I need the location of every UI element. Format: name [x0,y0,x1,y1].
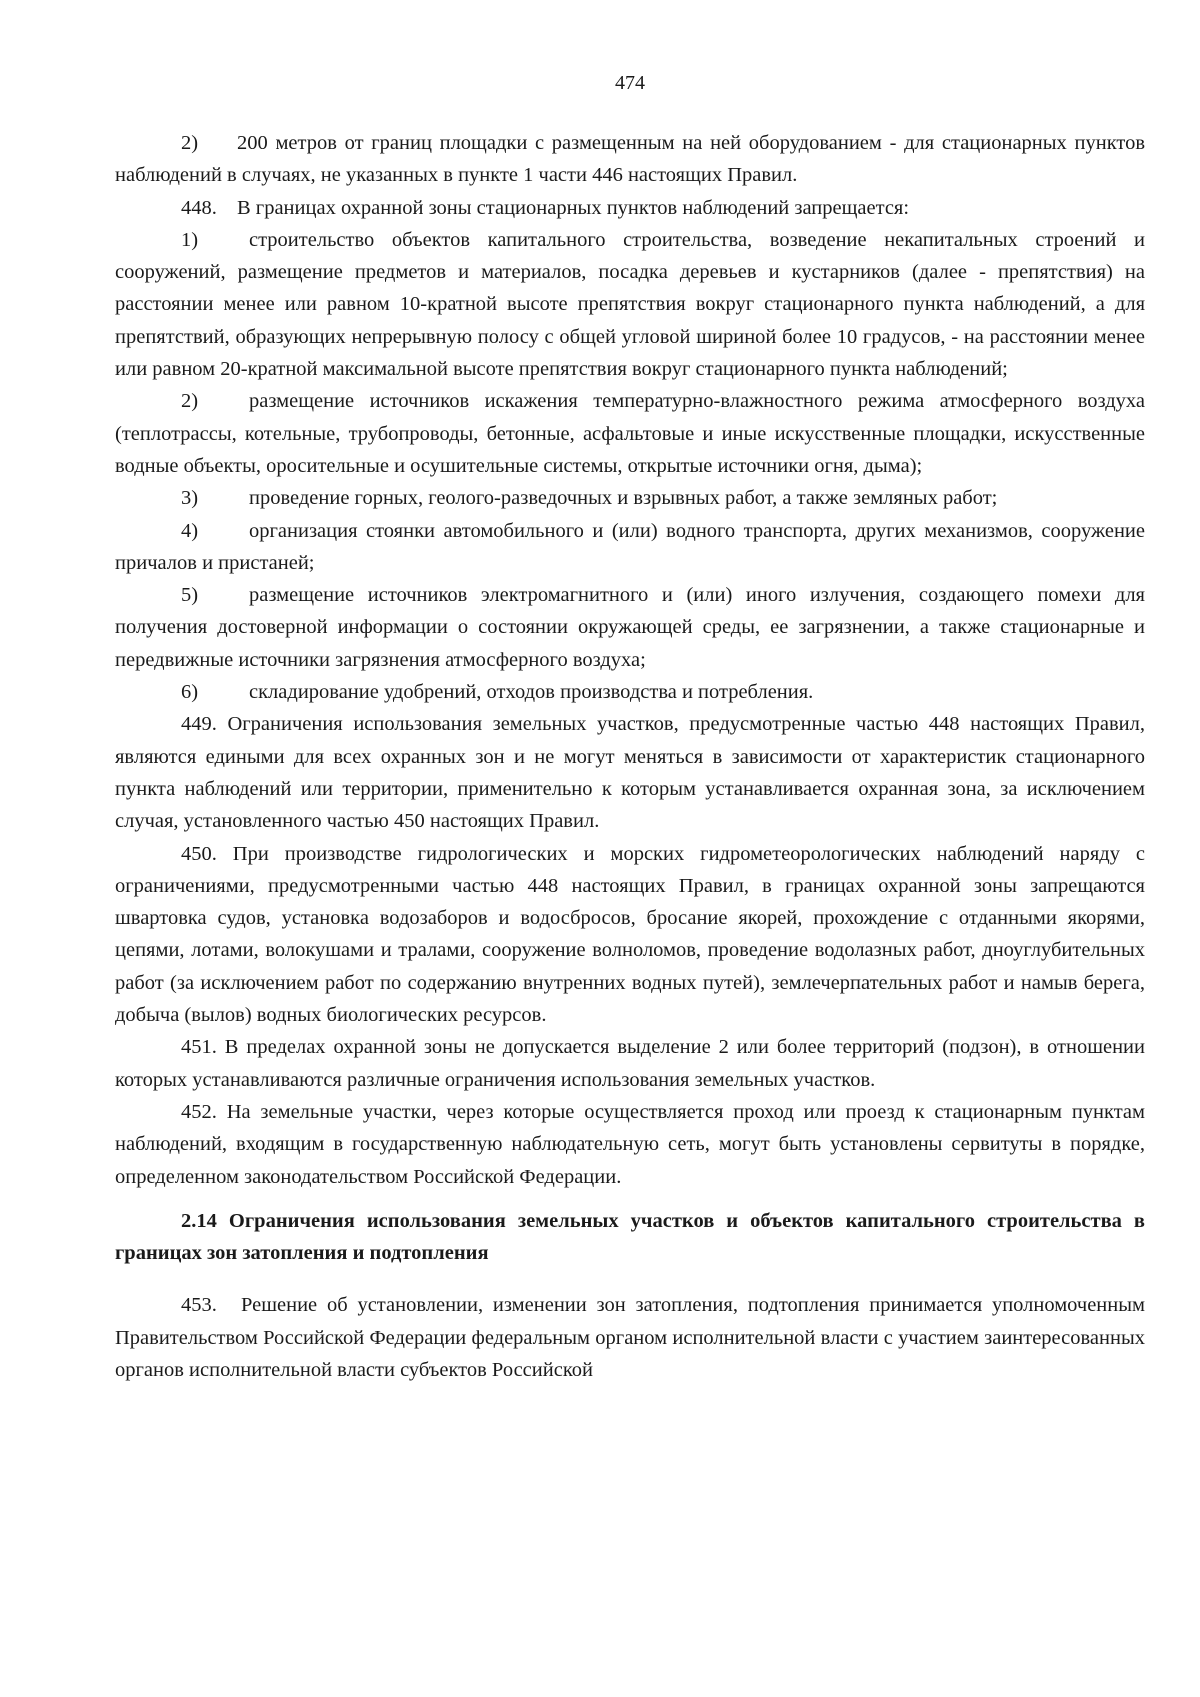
paragraph-451: 451. В пределах охранной зоны не допускается выделение 2 или более территорий (подзон), в отношении которых устанавливаются различные ограничения использования земельных участков. [115,1036,1145,1091]
section-heading: 2.14 Ограничения использования земельных участков и объектов капитального строительства в границах зон затопления и подтопления [115,1209,1145,1265]
list-number: 4) [181,519,199,542]
list-number: 1) [181,228,199,251]
list-item-2 [115,385,1145,482]
list-number: 2) [181,132,199,154]
paragraph-text: В границах охранной зоны стационарных пунктов наблюдений запрещается: [237,196,910,219]
list-item-5 [115,579,1145,676]
list-number: 5) [181,584,199,607]
paragraph-448 [115,192,1145,224]
list-item-4 [115,515,1145,580]
list-item-text: размещение источников искажения температурно-влажностного режима атмосферного воздуха (теплотрассы, котельные, трубопроводы, бетонные, асфальтовые и иные искусственные площадки, искусственные водные объекты, оросительные и осушительные системы, открытые источники огня, дыма); [115,390,1145,477]
page-number: 474 [615,72,645,94]
list-item-text: строительство объектов капитального строительства, возведение некапитальных строений и сооружений, размещение предметов и материалов, посадка деревьев и кустарников (далее - препятствия) на расстоянии менее или равном 10-кратной высоте препятствия вокруг стационарного пункта наблюдений, а для препятствий, образующих непрерывную полосу с общей угловой шириной более 10 градусов, - на расстоянии менее или равном 20-кратной максимальной высоте препятствия вокруг стационарного пункта наблюдений; [115,228,1145,381]
paragraph-449: 449. Ограничения использования земельных участков, предусмотренные частью 448 настоящих Правил, являются едиными для всех охранных зон и не могут меняться в зависимости от характеристик стационарного пункта наблюдений или территории, применительно к которым устанавливается охранная зона, за исключением случая, установленного частью 450 настоящих Правил. [115,713,1145,833]
clause-number: 448. [181,196,217,219]
list-item-text: складирование удобрений, отходов производства и потребления. [249,681,814,704]
paragraph-text: 200 метров от границ площадки с размещенным на ней оборудованием - для стационарных пунктов наблюдений в случаях, не указанных в пункте 1 части 446 настоящих Правил. [115,132,1145,187]
list-item-text: размещение источников электромагнитного и (или) иного излучения, создающего помехи для получения достоверной информации о состоянии окружающей среды, ее загрязнении, а также стационарные и передвижные источники загрязнения атмосферного воздуха; [115,584,1145,671]
list-item-text: организация стоянки автомобильного и (или) водного транспорта, других механизмов, сооружение причалов и пристаней; [115,519,1145,574]
list-number: 3) [181,487,199,510]
list-item-text: проведение горных, геолого-разведочных и взрывных работ, а также земляных работ; [249,487,998,510]
paragraph-452: 452. На земельные участки, через которые осуществляется проход или проезд к стационарным пунктам наблюдений, входящим в государственную наблюдательную сеть, могут быть установлены сервитуты в порядке, определенном законодательством Российской Федерации. [115,1100,1145,1188]
document-body [115,127,1145,1386]
paragraph-450: 450. При производстве гидрологических и морских гидрометеорологических наблюдений наряду с ограничениями, предусмотренными частью 448 настоящих Правил, в границах охранной зоны запрещаются швартовка судов, установка водозаборов и водосбросов, бросание якорей, прохождение с отданными якорями, цепями, лотами, волокушами и тралами, сооружение волноломов, проведение водолазных работ, дноуглубительных работ (за исключением работ по содержанию внутренних водных путей), землечерпательных работ и намыв берега, добыча (вылов) водных биологических ресурсов. [115,842,1145,1027]
list-number: 2) [181,390,199,413]
clause-number: 453. [181,1294,217,1317]
list-item-1 [115,224,1145,385]
paragraph-text: Решение об установлении, изменении зон затопления, подтопления принимается уполномоченным Правительством Российской Федерации федеральным органом исполнительной власти с участием заинтересованных органов исполнительной власти субъектов Российской [115,1294,1145,1381]
list-item-3 [115,482,1145,514]
paragraph-item-2-continued [115,127,1145,192]
list-item-6 [115,676,1145,708]
list-number: 6) [181,681,199,704]
paragraph-453 [115,1289,1145,1386]
